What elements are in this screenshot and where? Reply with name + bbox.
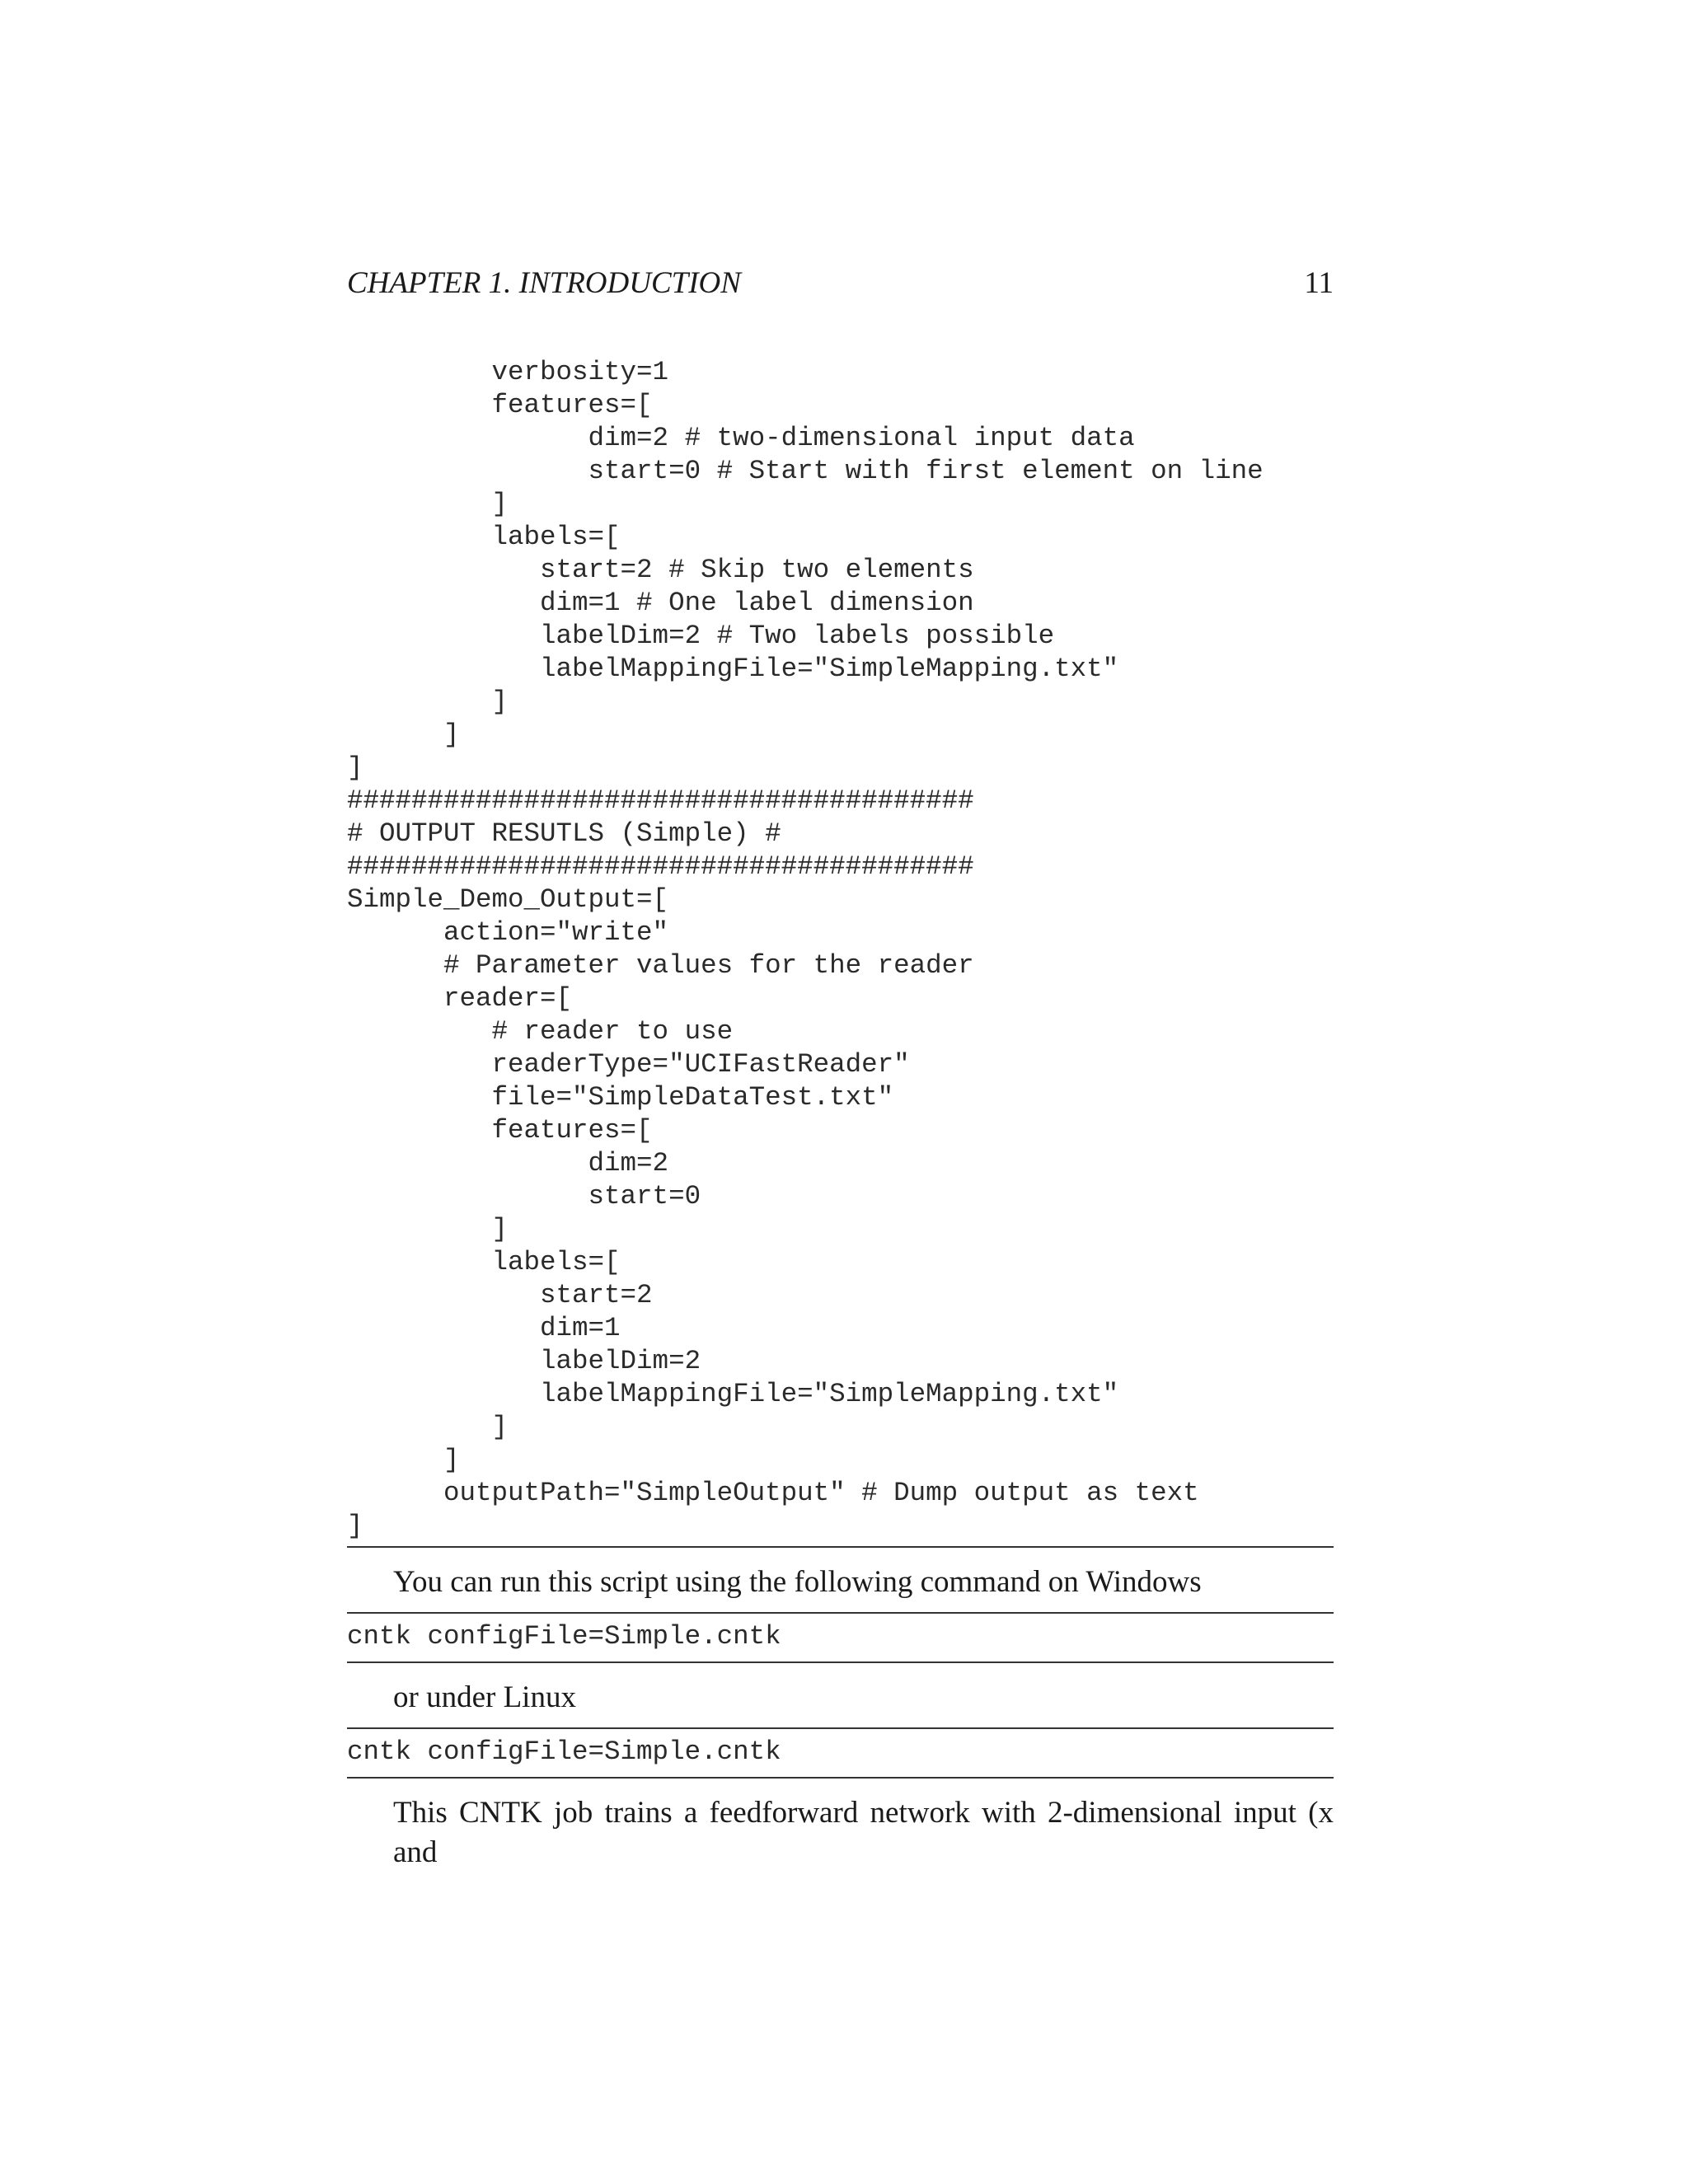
command-bottom-rule [347, 1777, 1334, 1779]
code-line: dim=2 # two-dimensional input data [347, 423, 1135, 453]
running-header [347, 265, 1334, 307]
paragraph-text: or under Linux [393, 1680, 576, 1714]
code-line: ####################################### [347, 785, 974, 816]
code-line: ] [347, 719, 460, 750]
paragraph-closing [347, 1793, 1334, 1872]
page-number: 11 [1304, 266, 1334, 300]
code-line: action="write" [347, 917, 669, 948]
code-line: ] [347, 687, 509, 717]
code-line: labels=[ [347, 522, 621, 552]
code-line: ] [347, 1511, 363, 1541]
code-line: features=[ [347, 1115, 653, 1146]
code-line: verbosity=1 [347, 357, 669, 387]
code-line: labelMappingFile="SimpleMapping.txt" [347, 654, 1119, 684]
code-line: start=0 # Start with first element on line [347, 456, 1264, 486]
code-line: dim=1 [347, 1313, 621, 1343]
paragraph-linux-intro [347, 1678, 1334, 1718]
code-line: outputPath="SimpleOutput" # Dump output as text [347, 1478, 1199, 1508]
code-line: start=2 # Skip two elements [347, 555, 974, 585]
linux-command: cntk configFile=Simple.cntk [347, 1736, 781, 1767]
code-line: ] [347, 752, 363, 783]
code-line: start=2 [347, 1280, 653, 1310]
code-listing [347, 356, 1334, 1543]
code-line: # Parameter values for the reader [347, 950, 974, 981]
code-line: labelDim=2 # Two labels possible [347, 621, 1055, 651]
command-top-rule [347, 1727, 1334, 1729]
code-line: dim=2 [347, 1148, 669, 1179]
code-bottom-rule [347, 1546, 1334, 1548]
paragraph-text: You can run this script using the following command on Windows [393, 1565, 1202, 1599]
code-line: labels=[ [347, 1247, 621, 1277]
code-line: readerType="UCIFastReader" [347, 1049, 910, 1080]
chapter-title: CHAPTER 1. INTRODUCTION [347, 266, 741, 300]
code-line: ] [347, 1445, 460, 1475]
code-line: reader=[ [347, 983, 573, 1014]
code-line: dim=1 # One label dimension [347, 588, 974, 618]
command-top-rule [347, 1612, 1334, 1614]
code-line: labelMappingFile="SimpleMapping.txt" [347, 1379, 1119, 1409]
code-line: ] [347, 1412, 509, 1442]
code-line: start=0 [347, 1181, 701, 1212]
code-line: labelDim=2 [347, 1346, 701, 1376]
code-line: # OUTPUT RESUTLS (Simple) # [347, 818, 781, 849]
windows-command: cntk configFile=Simple.cntk [347, 1621, 781, 1652]
code-line: Simple_Demo_Output=[ [347, 884, 669, 915]
code-line: # reader to use [347, 1016, 734, 1047]
paragraph-windows-intro [347, 1563, 1334, 1602]
code-line: features=[ [347, 390, 653, 420]
code-line: file="SimpleDataTest.txt" [347, 1082, 894, 1113]
paragraph-text: This CNTK job trains a feedforward network with 2-dimensional input (x and [393, 1796, 1334, 1869]
code-line: ] [347, 489, 509, 519]
code-line: ####################################### [347, 851, 974, 882]
command-bottom-rule [347, 1661, 1334, 1663]
code-line: ] [347, 1214, 509, 1244]
